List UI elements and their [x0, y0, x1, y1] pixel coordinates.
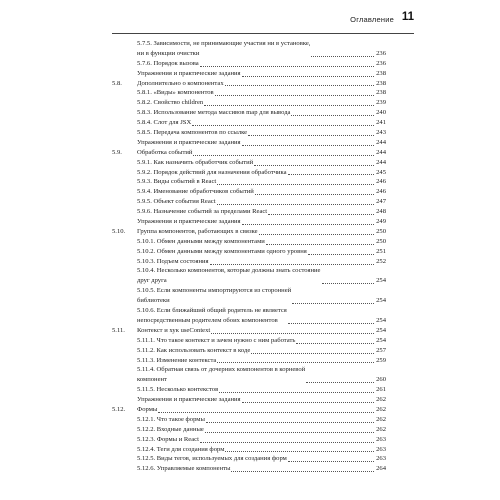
toc-entry — [112, 346, 386, 356]
toc-entry-page: 249 — [376, 218, 386, 226]
toc-entry-title — [137, 237, 265, 247]
toc-dot-leader — [225, 451, 374, 452]
toc-dot-leader — [296, 343, 374, 344]
toc-dot-leader — [251, 353, 374, 354]
toc-entry-page: 250 — [376, 227, 386, 235]
toc-dot-leader — [211, 333, 374, 334]
toc-dot-leader — [210, 264, 374, 265]
toc-dot-leader — [288, 323, 374, 324]
toc-entry-title-line: 5.11.5. Несколько контекстов — [137, 386, 219, 394]
toc-entry-page: 254 — [376, 326, 386, 334]
toc-entry-title — [137, 286, 291, 306]
toc-entry-title-line: Группа компонентов, работающих в связке — [137, 227, 258, 235]
toc-dot-leader — [217, 204, 374, 205]
toc-dot-leader — [306, 382, 374, 383]
toc-entry-title — [137, 336, 295, 346]
toc-entry — [112, 187, 386, 197]
toc-entry-title — [137, 385, 218, 395]
toc-entry-title-line: 5.12.5. Виды тегов, используемых для создания форм — [137, 455, 287, 463]
toc-dot-leader — [259, 234, 374, 235]
toc-entry-page: 254 — [376, 316, 386, 324]
toc-dot-leader — [205, 432, 374, 433]
toc-entry-title-line: Дополнительно о компонентах — [137, 79, 224, 87]
toc-entry-title-line: 5.8.5. Передача компонентов по ссылке — [137, 129, 248, 137]
toc-entry-title-line: 5.7.6. Порядок вызова — [137, 59, 199, 67]
toc-entry-title-line: 5.12.3. Формы и React — [137, 435, 199, 443]
toc-entry-title-line: ни в функции очистки — [137, 49, 200, 57]
toc-dot-leader — [192, 125, 374, 126]
toc-entry — [112, 207, 386, 217]
toc-entry-title — [137, 108, 290, 118]
toc-entry-title-line: 5.7.5. Зависимости, не принимающие участия ни в установке, — [137, 39, 311, 47]
toc-section-entry — [112, 148, 386, 158]
toc-entry — [112, 168, 386, 178]
toc-entry-page: 238 — [376, 79, 386, 87]
toc-entry-page: 250 — [376, 237, 386, 245]
toc-entry-title-line: 5.8.3. Использование метода массивов map для вывода — [137, 109, 291, 117]
toc-entry-page: 263 — [376, 455, 386, 463]
toc-entry-title — [137, 464, 230, 474]
toc-entry-title-line: непосредственным родителем обоих компонентов — [137, 316, 278, 324]
toc-entry-title-line: 5.12.6. Управляемые компоненты — [137, 465, 231, 473]
toc-dot-leader — [242, 76, 374, 77]
toc-section-entry — [112, 227, 386, 237]
toc-entry — [112, 257, 386, 267]
toc-dot-leader — [158, 412, 374, 413]
toc-dot-leader — [193, 155, 374, 156]
toc-entry-page: 236 — [376, 59, 386, 67]
toc-entry — [112, 286, 386, 306]
toc-entry-number: 5.8. — [112, 79, 122, 87]
toc-dot-leader — [291, 115, 374, 116]
toc-entry-title — [137, 346, 250, 356]
toc-entry-title-line: 5.12.4. Теги для создания форм — [137, 445, 225, 453]
toc-dot-leader — [255, 194, 374, 195]
toc-entry-title — [137, 158, 253, 168]
toc-entry-title-line: 5.10.1. Обмен данными между компонентами — [137, 237, 265, 245]
page-number: 11 — [401, 11, 414, 23]
toc-entry-title-line: 5.10.5. Если компоненты импортируются из сторонней — [137, 287, 292, 295]
toc-entry-title-line: Обработка событий — [137, 148, 193, 156]
toc-dot-leader — [292, 303, 374, 304]
toc-entry-page: 239 — [376, 99, 386, 107]
toc-dot-leader — [254, 165, 374, 166]
toc-entry-title-line: Упражнения и практические задания — [137, 218, 241, 226]
toc-entry-title-line: друг друга — [137, 277, 167, 285]
toc-dot-leader — [215, 95, 374, 96]
toc-dot-leader — [242, 402, 374, 403]
toc-entry-title-line: 5.9.4. Именование обработчиков событий — [137, 188, 254, 196]
toc-entry-title-line: 5.10.4. Несколько компонентов, которые должны знать состояние — [137, 267, 321, 275]
toc-entry-page: 254 — [376, 297, 386, 305]
toc-dot-leader — [206, 422, 374, 423]
toc-entry-title — [137, 138, 241, 148]
toc-entry — [112, 435, 386, 445]
toc-entry-page: 241 — [376, 119, 386, 127]
toc-entry-title — [137, 326, 210, 336]
toc-entry — [112, 128, 386, 138]
toc-entry-title-line: Упражнения и практические задания — [137, 138, 241, 146]
toc-dot-leader — [248, 135, 374, 136]
toc-entry — [112, 356, 386, 366]
toc-dot-leader — [288, 174, 374, 175]
toc-entry — [112, 237, 386, 247]
toc-entry-page: 259 — [376, 356, 386, 364]
toc-dot-leader — [225, 85, 374, 86]
toc-dot-leader — [231, 471, 374, 472]
toc-dot-leader — [288, 461, 374, 462]
toc-dot-leader — [242, 224, 374, 225]
toc-entry-title-line: 5.12.1. Что такое формы — [137, 415, 205, 423]
toc-entry-page: 244 — [376, 148, 386, 156]
toc-entry-title — [137, 69, 241, 79]
toc-entry — [112, 217, 386, 227]
toc-entry-title — [137, 306, 287, 326]
toc-entry — [112, 415, 386, 425]
toc-entry-title — [137, 39, 310, 59]
toc-entry-page: 245 — [376, 168, 386, 176]
toc-entry-title-line: 5.11.4. Обратная связь от дочерних компонентов в корневой — [137, 366, 306, 374]
toc-entry-page: 262 — [376, 415, 386, 423]
toc-entry — [112, 59, 386, 69]
toc-entry-page: 238 — [376, 69, 386, 77]
toc-entry — [112, 197, 386, 207]
toc-entry — [112, 138, 386, 148]
toc-entry — [112, 464, 386, 474]
toc-entry-title — [137, 59, 199, 69]
toc-entry-title-line: 5.8.1. «Виды» компонентов — [137, 89, 214, 97]
toc-entry-title-line: библиотеки — [137, 297, 170, 305]
toc-entry-number: 5.11. — [112, 326, 125, 334]
toc-entry-page: 248 — [376, 208, 386, 216]
toc-entry-title-line: Упражнения и практические задания — [137, 69, 241, 77]
toc-entry-title — [137, 415, 205, 425]
toc-entry-title — [137, 98, 203, 108]
toc-entry-title — [137, 177, 216, 187]
toc-entry — [112, 336, 386, 346]
toc-entry-page: 254 — [376, 336, 386, 344]
toc-entry — [112, 69, 386, 79]
toc-dot-leader — [311, 56, 374, 57]
toc-entry-title — [137, 79, 224, 89]
toc-entry-title — [137, 266, 321, 286]
toc-dot-leader — [268, 214, 374, 215]
toc-entry-page: 257 — [376, 346, 386, 354]
toc-entry-title — [137, 227, 258, 237]
toc-entry-title-line: 5.11.1. Что такое контекст и зачем нужно с ним работать — [137, 336, 296, 344]
toc-entry-title — [137, 217, 241, 227]
toc-entry-title — [137, 197, 216, 207]
toc-entry-page: 238 — [376, 89, 386, 97]
toc-entry-page: 260 — [376, 376, 386, 384]
toc-entry — [112, 445, 386, 455]
toc-entry — [112, 365, 386, 385]
header-rule — [112, 33, 414, 34]
toc-dot-leader — [217, 362, 374, 363]
toc-entry — [112, 108, 386, 118]
toc-entry-page: 262 — [376, 425, 386, 433]
toc-entry-title-line: 5.9.1. Как назначить обработчик событий — [137, 158, 254, 166]
toc-entry-page: 246 — [376, 178, 386, 186]
toc-entry-title — [137, 365, 305, 385]
toc-entry-title — [137, 118, 191, 128]
toc-entry-page: 261 — [376, 386, 386, 394]
toc-entry-title — [137, 395, 241, 405]
toc-entry-title — [137, 207, 267, 217]
toc-entry — [112, 306, 386, 326]
toc-entry-title — [137, 445, 224, 455]
toc-dot-leader — [308, 254, 374, 255]
toc-entry-page: 246 — [376, 188, 386, 196]
toc-section-entry — [112, 326, 386, 336]
toc-entry — [112, 118, 386, 128]
toc-entry — [112, 425, 386, 435]
toc-entry-title — [137, 454, 287, 464]
toc-dot-leader — [322, 283, 375, 284]
toc-entry-title — [137, 356, 216, 366]
toc-dot-leader — [219, 392, 374, 393]
toc-entry-title — [137, 168, 287, 178]
toc-dot-leader — [242, 145, 374, 146]
toc-entry-title — [137, 257, 209, 267]
toc-entry-page: 252 — [376, 257, 386, 265]
toc-entry-page: 236 — [376, 49, 386, 57]
toc-entry — [112, 247, 386, 257]
toc-entry-title — [137, 88, 214, 98]
toc-entry-title-line: 5.8.4. Слот для JSX — [137, 119, 192, 127]
toc-entry-title-line: 5.9.6. Назначение событий за пределами React — [137, 208, 268, 216]
toc-dot-leader — [217, 184, 374, 185]
toc-entry — [112, 88, 386, 98]
toc-entry-title-line: 5.11.2. Как использовать контекст в коде — [137, 346, 251, 354]
toc-dot-leader — [204, 105, 374, 106]
toc-entry-title — [137, 148, 192, 158]
toc-entry — [112, 385, 386, 395]
toc-entry-title-line: Упражнения и практические задания — [137, 396, 241, 404]
toc-entry-title-line: 5.11.3. Изменение контекста — [137, 356, 217, 364]
toc-entry-title-line: 5.12.2. Входные данные — [137, 425, 204, 433]
toc-entry — [112, 98, 386, 108]
toc-entry-page: 247 — [376, 198, 386, 206]
toc-entry — [112, 395, 386, 405]
toc-entry-title — [137, 128, 247, 138]
toc-section-entry — [112, 405, 386, 415]
toc-entry-title-line: 5.9.5. Объект события React — [137, 198, 216, 206]
toc-entry-number: 5.10. — [112, 227, 126, 235]
toc-entry-title-line: компонент — [137, 376, 167, 384]
running-head: Оглавление — [350, 15, 394, 24]
toc-entry-title-line: 5.9.3. Виды событий в React — [137, 178, 217, 186]
toc-entry — [112, 158, 386, 168]
toc-entry-page: 263 — [376, 445, 386, 453]
toc-entry-title-line: 5.8.2. Свойство children — [137, 99, 204, 107]
toc-entry-page: 254 — [376, 277, 386, 285]
toc-entry-title-line: 5.10.6. Если ближайший общий родитель не является — [137, 307, 287, 315]
toc-entry-number: 5.12. — [112, 406, 126, 414]
toc-entry-page: 262 — [376, 406, 386, 414]
toc-entry-title-line: Контекст и хук useContext — [137, 326, 211, 334]
toc-entry-title-line: 5.10.3. Подъем состояния — [137, 257, 209, 265]
toc-entry-title-line: Формы — [137, 406, 158, 414]
toc-entry-title — [137, 405, 157, 415]
toc-dot-leader — [266, 244, 374, 245]
toc-dot-leader — [200, 66, 374, 67]
toc-entry-title — [137, 435, 199, 445]
toc-entry-page: 263 — [376, 435, 386, 443]
toc-entry-page: 264 — [376, 465, 386, 473]
toc-entry — [112, 39, 386, 59]
toc-entry-title-line: 5.9.2. Порядок действий для назначения обработчика — [137, 168, 287, 176]
toc-entry-number: 5.9. — [112, 148, 122, 156]
toc-entry-title-line: 5.10.2. Обмен данными между компонентами одного уровня — [137, 247, 307, 255]
toc-entry-title — [137, 247, 307, 257]
toc-entry — [112, 454, 386, 464]
table-of-contents — [112, 39, 386, 474]
toc-entry-page: 262 — [376, 396, 386, 404]
toc-entry-page: 244 — [376, 158, 386, 166]
toc-dot-leader — [200, 442, 374, 443]
toc-section-entry — [112, 79, 386, 89]
toc-entry-title — [137, 187, 254, 197]
toc-entry-page: 243 — [376, 129, 386, 137]
toc-entry — [112, 267, 386, 287]
toc-entry-page: 244 — [376, 138, 386, 146]
toc-entry — [112, 177, 386, 187]
toc-entry-page: 251 — [376, 247, 386, 255]
toc-entry-page: 240 — [376, 109, 386, 117]
toc-entry-title — [137, 425, 204, 435]
